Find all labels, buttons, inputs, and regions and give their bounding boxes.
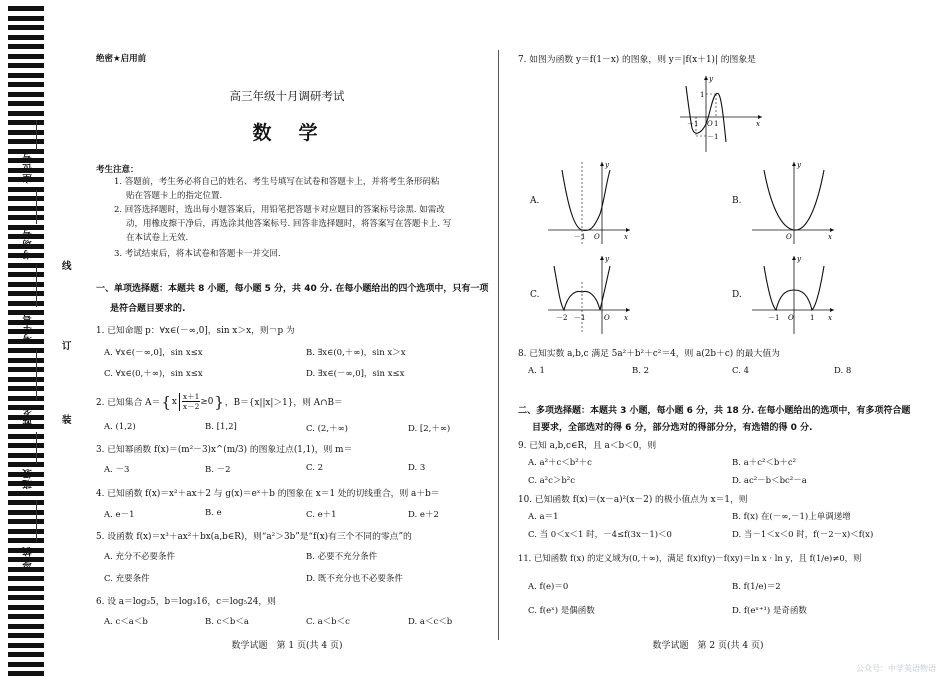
school-line	[36, 500, 37, 542]
tick-label-neg1: －1	[768, 314, 780, 322]
candidate-number-label: 考生号	[23, 312, 34, 344]
exam-page-1	[92, 0, 492, 688]
q2-stem-post: ，B＝{x||x|＞1}，则 A∩B＝	[224, 398, 343, 408]
tick-label-1x: 1	[714, 120, 719, 128]
q10-option-d: D. 当－1＜x＜0 时，f(－2－x)＜f(x)	[732, 530, 874, 540]
q4-stem: 4. 已知函数 f(x)＝x²＋ax＋2 与 g(x)＝eˣ＋b 的图象在 x＝1 处的切线重合，则 a＋b＝	[96, 489, 440, 499]
q7-option-c-label: C.	[530, 290, 540, 300]
q1-option-b: B. ∃x∈(0,＋∞)，sin x＞x	[306, 348, 406, 358]
confidential-mark: 绝密★启用前	[96, 54, 147, 64]
subject-title: 数 学	[252, 122, 322, 144]
x-arrow	[758, 115, 762, 119]
q6-option-c: C. a＜b＜c	[306, 617, 350, 627]
seat-number-label: 座位号	[23, 152, 34, 184]
q5-option-d: D. 既不充分也不必要条件	[306, 574, 403, 584]
q7-option-d-label: D.	[732, 290, 742, 300]
q1-option-c: C. ∀x∈(0,＋∞)，sin x≤x	[104, 369, 203, 379]
origin-label: O	[604, 314, 610, 322]
q4-option-c: C. e＋1	[306, 510, 337, 520]
watermark: 公众号：中学英语物语	[856, 664, 936, 673]
q11-option-c: C. f(eˣ) 是偶函数	[528, 606, 595, 616]
q8-option-c: C. 4	[732, 366, 750, 376]
q2-fraction	[182, 392, 201, 411]
x-label: x	[756, 120, 760, 128]
note-line: 3. 考试结束后，将本试卷和答题卡一并交回.	[114, 249, 281, 259]
q11-stem: 11. 已知函数 f(x) 的定义域为(0,＋∞)，满足 f(x)f(y)－f(xy)＝ln x · ln y，且 f(1/e)≠0，则	[518, 553, 862, 563]
q6-option-d: D. a＜c＜b	[408, 617, 453, 627]
notes-title: 考生注意：	[96, 165, 139, 175]
q5-option-c: C. 充要条件	[104, 574, 150, 584]
q1-option-d: D. ∃x∈(－∞,0]，sin x≤x	[306, 369, 405, 379]
q9-option-b: B. a＋c²＜b＋c²	[732, 458, 796, 468]
x-arrow	[626, 228, 630, 232]
q7-option-a-graph	[544, 158, 634, 246]
exam-room-label: 考场号	[23, 228, 34, 260]
name-label: 姓名	[23, 405, 34, 426]
q2-option-b: B. [1,2]	[205, 422, 237, 432]
section1-heading: 一、单项选择题：本题共 8 小题，每小题 5 分，共 40 分. 在每小题给出的四个选项中，只有一项	[96, 284, 489, 294]
x-arrow	[626, 308, 630, 312]
q2-set-var: x	[171, 396, 177, 407]
set-divider	[179, 393, 180, 411]
x-label: x	[624, 314, 628, 322]
q2-frac-den: x－2	[182, 402, 200, 411]
y-arrow	[792, 162, 796, 166]
q7-option-b-graph	[748, 158, 838, 246]
cut-char-line: 线	[62, 261, 72, 272]
exam-title: 高三年级十月调研考试	[229, 89, 345, 103]
x-arrow	[830, 308, 834, 312]
note-line: 2. 回答选择题时，选出每小题答案后，用铅笔把答题卡对应题目的答案标号涂黑. 如需改	[114, 205, 445, 215]
q3-option-a: A. －3	[104, 465, 130, 475]
q3-option-b: B. －2	[205, 465, 231, 475]
seat-number-line	[36, 120, 37, 150]
q4-option-d: D. e＋2	[408, 510, 439, 520]
q2-option-c: C. (2,＋∞)	[306, 424, 348, 434]
q7-option-b-label: B.	[732, 196, 742, 206]
q8-option-d: D. 8	[834, 366, 852, 376]
option-a-curve	[562, 170, 610, 230]
y-arrow	[600, 162, 604, 166]
q10-option-b: B. f(x) 在(－∞,－1)上单调递增	[732, 512, 851, 522]
q8-stem: 8. 已知实数 a,b,c 满足 5a²＋b²＋c²＝4，则 a(2b＋c) 的最大值为	[518, 349, 780, 359]
tick-label-neg1-y: －1	[707, 133, 719, 141]
q7-reference-graph	[676, 72, 766, 154]
section2-heading-cont: 目要求，全部选对的得 6 分，部分选对的得部分分，有选错的得 0 分.	[532, 423, 813, 433]
cut-char-staple: 订	[62, 341, 72, 352]
q5-option-a: A. 充分不必要条件	[104, 552, 176, 562]
y-label: y	[605, 161, 609, 169]
tick-label-neg2: －2	[556, 314, 568, 322]
origin-label: O	[594, 233, 600, 241]
q9-option-a: A. a²＋c＜b²＋c	[528, 458, 592, 468]
candidate-number-line	[36, 265, 37, 307]
cut-char-bind: 装	[62, 415, 72, 426]
q11-option-a: A. f(e)＝0	[528, 582, 569, 592]
q7-option-a-label: A.	[530, 196, 540, 206]
y-label: y	[709, 75, 713, 83]
q8-option-a: A. 1	[528, 366, 545, 376]
section1-heading-cont: 是符合题目要求的.	[110, 304, 186, 314]
q6-option-b: B. c＜b＜a	[205, 617, 249, 627]
q6-stem: 6. 设 a＝log₂5，b＝log₃16，c＝log₅24，则	[96, 597, 276, 607]
y-label: y	[797, 255, 801, 263]
origin-label: O	[707, 120, 713, 128]
q9-stem: 9. 已知 a,b,c∈R，且 a＜b＜0，则	[518, 441, 657, 451]
q7-stem: 7. 如图为函数 y＝f(1－x) 的图象，则 y＝|f(x＋1)| 的图象是	[518, 55, 756, 65]
x-arrow	[830, 228, 834, 232]
name-line	[36, 350, 37, 400]
q2-stem	[96, 392, 343, 411]
q4-option-b: B. e	[205, 508, 222, 518]
origin-label: O	[786, 233, 792, 241]
q4-option-a: A. e－1	[104, 510, 135, 520]
q8-option-b: B. 2	[632, 366, 650, 376]
tick-label-neg1: －1	[574, 314, 586, 322]
x-label: x	[828, 233, 832, 241]
q9-option-c: C. a²c＞b²c	[528, 476, 575, 486]
page1-footer: 数学试题 第 1 页(共 4 页)	[231, 641, 343, 651]
q3-option-d: D. 3	[408, 463, 426, 473]
q10-option-a: A. a＝1	[528, 512, 559, 522]
tick-label-neg1: －1	[574, 233, 586, 241]
binding-margin	[0, 0, 90, 688]
y-arrow	[600, 256, 604, 260]
class-label: 班级	[23, 468, 34, 489]
q9-option-d: D. ac²－b＜bc²－a	[732, 476, 807, 486]
q6-option-a: A. c＜a＜b	[104, 617, 148, 627]
y-arrow	[704, 76, 708, 80]
q3-option-c: C. 2	[306, 463, 324, 473]
x-label: x	[624, 233, 628, 241]
y-arrow	[792, 256, 796, 260]
origin-label: O	[788, 314, 794, 322]
note-line: 在本试卷上无效.	[126, 233, 189, 243]
q11-option-b: B. f(1/e)＝2	[732, 582, 781, 592]
set-brace-right: }	[214, 392, 224, 411]
section2-heading: 二、多项选择题：本题共 3 小题，每小题 6 分，共 18 分. 在每小题给出的选项中，有多项符合题	[518, 406, 911, 416]
q2-option-d: D. [2,＋∞)	[408, 424, 451, 434]
q1-option-a: A. ∀x∈(－∞,0]，sin x≤x	[104, 348, 203, 358]
q7-option-c-graph	[544, 252, 634, 336]
x-label: x	[828, 314, 832, 322]
note-line: 动，用橡皮擦干净后，再选涂其他答案标号. 回答非选择题时，将答案写在答题卡上. 写	[126, 219, 452, 229]
q3-stem: 3. 已知幂函数 f(x)＝(m²－3)x^(m/3) 的图象过点(1,1)，则 m＝	[96, 445, 353, 455]
q11-option-d: D. f(eˣ⁺¹) 是奇函数	[732, 606, 807, 616]
tick-label-neg1-x: －1	[687, 120, 699, 128]
q2-set-cond: ≥0	[200, 396, 214, 407]
q5-option-b: B. 必要不充分条件	[306, 552, 378, 562]
tick-label-1: 1	[810, 314, 815, 322]
note-line: 贴在答题卡上的指定位置.	[126, 191, 223, 201]
q2-stem-pre: 2. 已知集合 A＝	[96, 398, 161, 408]
q10-option-c: C. 当 0＜x＜1 时，－4≤f(3x－1)＜0	[528, 530, 672, 540]
note-line: 1. 答题前，考生务必将自己的姓名、考生号填写在试卷和答题卡上，并将考生条形码粘	[114, 177, 440, 187]
q1-stem: 1. 已知命题 p：∀x∈(－∞,0]，sin x＞x，则￢p 为	[96, 326, 295, 336]
q2-frac-num: x＋1	[182, 392, 200, 401]
q5-stem: 5. 设函数 f(x)＝x³＋ax²＋bx(a,b∈R)，则“a²＞3b”是“f(x)有三个不同的零点”的	[96, 532, 412, 542]
q10-stem: 10. 已知函数 f(x)＝(x－a)²(x－2) 的极小值点为 x＝1，则	[518, 495, 748, 505]
y-label: y	[605, 255, 609, 263]
q7-option-d-graph	[748, 252, 838, 336]
page2-footer: 数学试题 第 2 页(共 4 页)	[652, 641, 764, 651]
page-divider	[498, 50, 499, 640]
school-label: 学校	[23, 546, 34, 567]
q2-option-a: A. (1,2)	[104, 422, 136, 432]
tick-label-1: 1	[700, 91, 705, 99]
exam-page-2	[508, 0, 928, 688]
y-label: y	[797, 161, 801, 169]
set-brace-left: {	[161, 392, 171, 411]
exam-room-line	[36, 190, 37, 224]
class-line	[36, 432, 37, 464]
